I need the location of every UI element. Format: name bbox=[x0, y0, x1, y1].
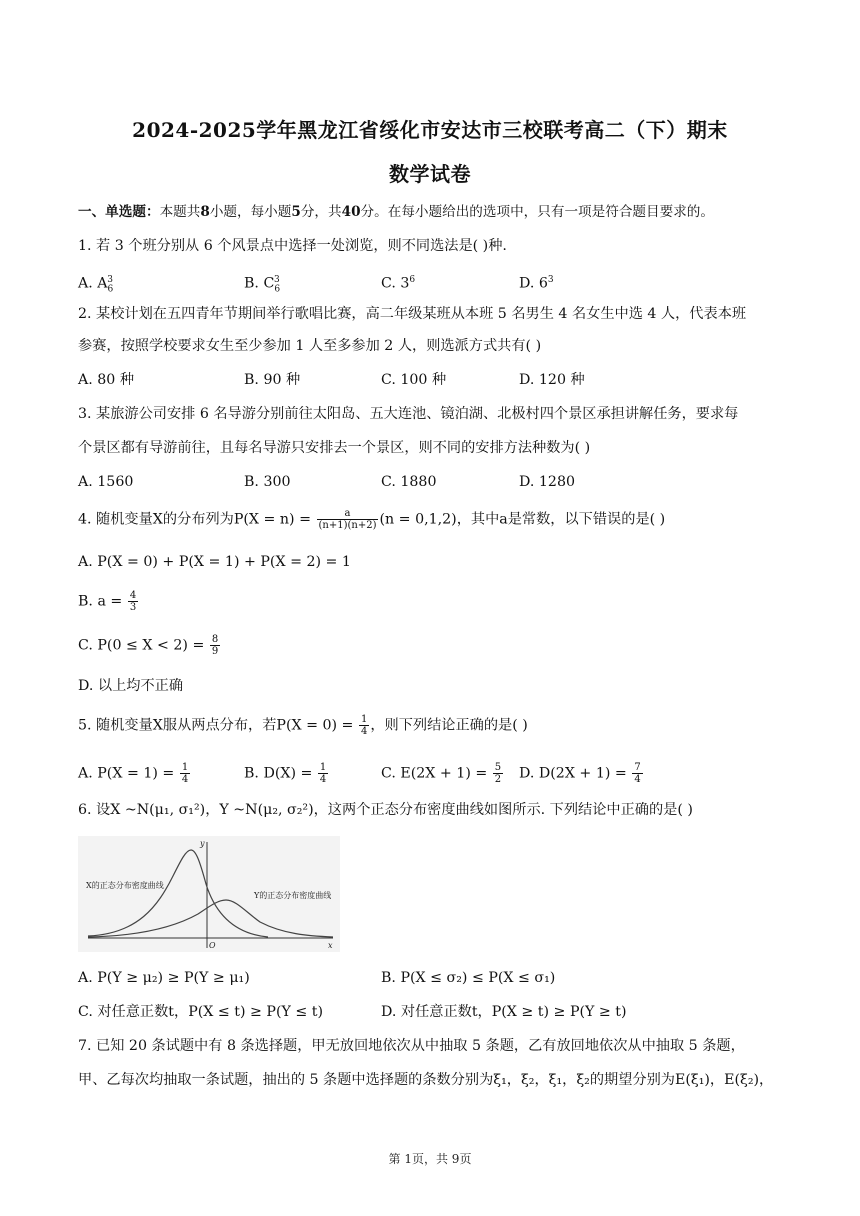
q5-option-a: A. P(X = 1) = $\frac{1}{4}$ bbox=[78, 762, 189, 785]
q4-option-d: D. 以上均不正确 bbox=[78, 678, 184, 694]
q2-option-a: A. 80 种 bbox=[78, 372, 135, 388]
question-6: 6. 设X ~N(μ₁, σ₁²)，Y ~N(μ₂, σ₂²)，这两个正态分布密度曲线如图所示. 下列结论中正确的是( ) bbox=[78, 802, 693, 818]
q3-option-d: D. 1280 bbox=[519, 474, 575, 490]
q1-option-d: D. $6^3$ bbox=[519, 275, 554, 292]
q6-option-a: A. P(Y ≥ μ₂) ≥ P(Y ≥ μ₁) bbox=[78, 970, 250, 986]
normal-distribution-figure bbox=[78, 836, 340, 952]
page-footer: 第 1页，共 9页 bbox=[388, 1152, 472, 1166]
y-density-curve bbox=[88, 900, 333, 937]
q1-option-a: A. $A_6^3$ bbox=[78, 275, 114, 295]
question-2-line1: 2. 某校计划在五四青年节期间举行歌唱比赛，高二年级某班从本班 5 名男生 4 名女生中选 4 人，代表本班 bbox=[78, 306, 747, 322]
exam-title-line1: 2024-2025学年黑龙江省绥化市安达市三校联考高二（下）期末 bbox=[132, 118, 728, 142]
q6-option-d: D. 对任意正数t，P(X ≥ t) ≥ P(Y ≥ t) bbox=[381, 1004, 627, 1020]
q2-option-d: D. 120 种 bbox=[519, 372, 585, 388]
section-desc-mid1: 小题，每小题 bbox=[209, 204, 292, 220]
section-header bbox=[78, 202, 714, 222]
exam-title-line2: 数学试卷 bbox=[389, 162, 471, 186]
q1-option-c: C. $3^6$ bbox=[381, 275, 416, 292]
q1-option-b: B. $C_6^3$ bbox=[244, 275, 281, 295]
section-desc-post: 分。在每小题给出的选项中，只有一项是符合题目要求的。 bbox=[360, 204, 714, 220]
q5-option-b: B. D(X) = $\frac{1}{4}$ bbox=[244, 762, 327, 785]
q4-text-post: (n = 0,1,2)，其中a是常数，以下错误的是( ) bbox=[379, 511, 666, 528]
x-axis-label: x bbox=[328, 941, 333, 950]
q5-option-d: D. D(2X + 1) = $\frac{7}{4}$ bbox=[519, 762, 641, 785]
x-curve-label: X的正态分布密度曲线 bbox=[86, 881, 164, 890]
q4-text-pre: 4. 随机变量X的分布列为P(X = n) = bbox=[78, 511, 316, 528]
y-curve-label: Y的正态分布密度曲线 bbox=[254, 891, 332, 900]
question-4 bbox=[78, 508, 665, 531]
q5-option-c: C. E(2X + 1) = $\frac{5}{2}$ bbox=[381, 762, 502, 785]
section-desc-pre: 本题共 bbox=[159, 204, 201, 220]
q3-option-b: B. 300 bbox=[244, 474, 291, 490]
question-3-line1: 3. 某旅游公司安排 6 名导游分别前往太阳岛、五大连池、镜泊湖、北极村四个景区承担讲解任务，要求每 bbox=[78, 406, 739, 422]
x-density-curve bbox=[88, 850, 268, 937]
question-7-line2: 甲、乙每次均抽取一条试题，抽出的 5 条题中选择题的条数分别为ξ₁，ξ₂，ξ₁，ξ₂的期望分别为E(ξ₁)，E(ξ₂)， bbox=[78, 1072, 774, 1088]
q4-fraction: $\frac{a}{(n+1)(n+2)}$ bbox=[318, 508, 377, 531]
q2-option-b: B. 90 种 bbox=[244, 372, 301, 388]
question-2-line2: 参赛，按照学校要求女生至少参加 1 人至多参加 2 人，则选派方式共有( ) bbox=[78, 338, 542, 354]
section-desc-mid2: 分，共 bbox=[300, 204, 342, 220]
q4-option-b: B. a = $\frac{4}{3}$ bbox=[78, 590, 137, 613]
section-score: 5 bbox=[291, 204, 301, 220]
question-1: 1. 若 3 个班分别从 6 个风景点中选择一处浏览，则不同选法是( )种. bbox=[78, 238, 507, 254]
origin-label: O bbox=[209, 941, 216, 950]
q3-option-a: A. 1560 bbox=[78, 474, 134, 490]
q6-option-c: C. 对任意正数t，P(X ≤ t) ≥ P(Y ≤ t) bbox=[78, 1004, 324, 1020]
q4-option-a: A. P(X = 0) + P(X = 1) + P(X = 2) = 1 bbox=[78, 554, 351, 570]
section-count: 8 bbox=[200, 204, 210, 220]
question-3-line2: 个景区都有导游前往，且每名导游只安排去一个景区，则不同的安排方法种数为( ) bbox=[78, 440, 591, 456]
section-label: 一、单选题： bbox=[78, 204, 160, 220]
section-total: 40 bbox=[341, 204, 361, 220]
q6-option-b: B. P(X ≤ σ₂) ≤ P(X ≤ σ₁) bbox=[381, 970, 556, 986]
y-axis-label: y bbox=[200, 839, 205, 848]
question-5: 5. 随机变量X服从两点分布，若P(X = 0) = $\frac{1}{4}$ ，则下列结论正确的是( ) bbox=[78, 714, 528, 737]
normal-curves-svg bbox=[78, 836, 340, 952]
q3-option-c: C. 1880 bbox=[381, 474, 437, 490]
q2-option-c: C. 100 种 bbox=[381, 372, 447, 388]
q4-option-c: C. P(0 ≤ X < 2) = $\frac{8}{9}$ bbox=[78, 634, 219, 657]
question-7-line1: 7. 已知 20 条试题中有 8 条选择题，甲无放回地依次从中抽取 5 条题，乙有放回地依次从中抽取 5 条题， bbox=[78, 1038, 745, 1054]
